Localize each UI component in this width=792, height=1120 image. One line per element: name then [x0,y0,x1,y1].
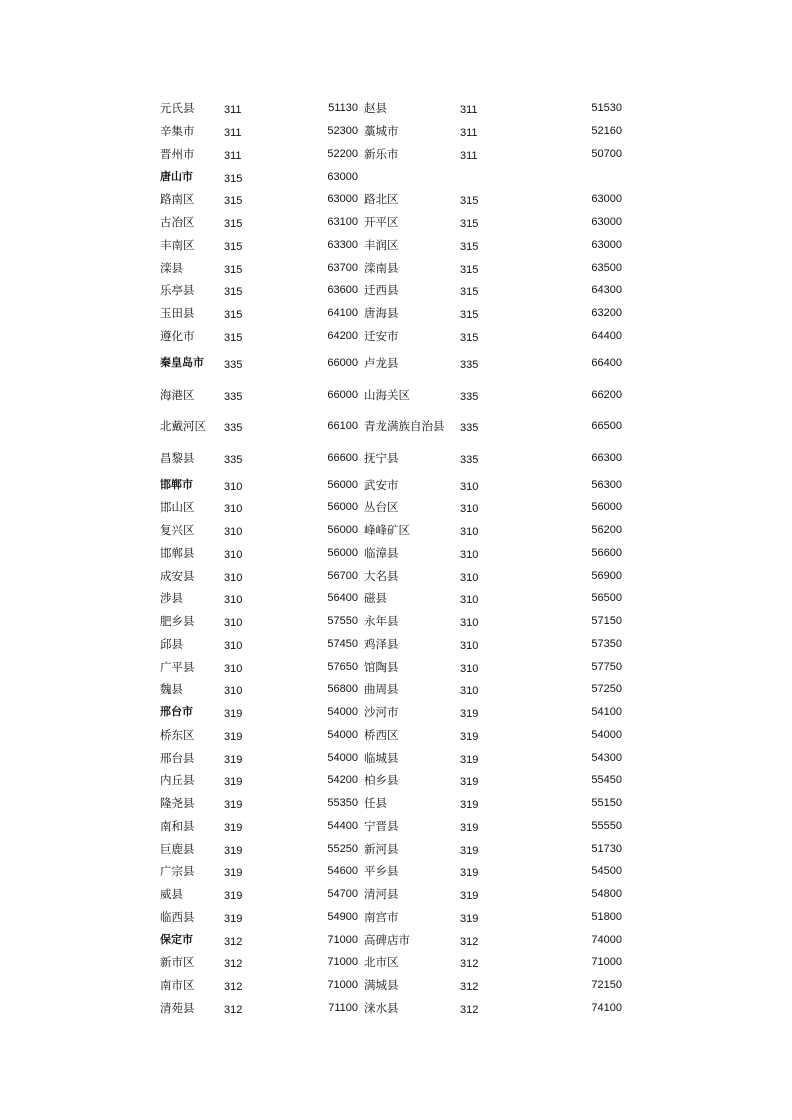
area-code-left: 315 [224,218,243,231]
table-row [158,564,628,587]
postal-code-right: 64300 [591,284,622,297]
district-name-left: 复兴区 [160,523,195,538]
district-name-left: 邯郸市 [160,477,193,491]
district-name-left: 临西县 [160,909,195,924]
postal-code-left: 66000 [327,357,358,369]
district-name-right: 抚宁县 [364,450,399,465]
area-code-left: 319 [224,753,243,766]
postal-code-left: 55250 [327,842,358,855]
district-name-right: 赵县 [364,101,387,116]
postal-code-left: 54700 [327,888,358,901]
district-name-left: 古冶区 [160,215,195,230]
postal-code-left: 71000 [327,956,358,969]
district-name-right: 平乡县 [364,864,399,879]
area-code-left: 310 [224,480,243,493]
area-code-left: 315 [224,263,243,276]
postal-code-right: 50700 [591,147,622,160]
table-row [158,120,628,143]
area-code-left: 311 [224,127,242,140]
area-code-right: 319 [460,844,479,857]
postal-code-left: 52200 [327,147,358,160]
area-code-left: 311 [224,149,242,162]
district-name-right: 卢龙县 [364,356,399,370]
district-name-left: 乐亭县 [160,283,195,298]
postal-code-right: 51730 [591,842,622,855]
district-name-left: 玉田县 [160,306,195,321]
district-name-left: 肥乡县 [160,614,195,629]
district-name-left: 清苑县 [160,1000,195,1015]
district-name-left: 广宗县 [160,864,195,879]
postal-code-right: 57750 [591,660,622,673]
district-name-right: 丛台区 [364,500,399,515]
district-name-left: 内丘县 [160,773,195,788]
postal-code-right: 57350 [591,637,622,650]
district-name-left: 威县 [160,887,183,902]
district-name-right: 清河县 [364,887,399,902]
postal-code-left: 52300 [327,125,358,138]
table-row [158,279,628,302]
district-name-left: 丰南区 [160,237,195,252]
table-row [158,379,628,411]
area-code-left: 319 [224,867,243,880]
area-code-right: 319 [460,912,479,925]
area-code-left: 335 [224,453,243,466]
district-name-right: 临漳县 [364,545,399,560]
district-name-left: 邱县 [160,636,183,651]
postal-code-right: 72150 [591,979,622,992]
district-name-right: 永年县 [364,614,399,629]
postal-code-right: 56500 [591,592,622,605]
postal-code-right: 63500 [591,261,622,274]
district-name-left: 桥东区 [160,727,195,742]
district-name-left: 邢台县 [160,750,195,765]
area-code-right: 312 [460,981,479,994]
district-name-right: 峰峰矿区 [364,523,410,538]
city-header-row [158,165,628,188]
postal-code-left: 56000 [327,501,358,514]
table-row [158,496,628,519]
table-row [158,792,628,815]
area-code-left: 315 [224,309,243,322]
table-row [158,951,628,974]
table-row [158,143,628,166]
area-code-left: 319 [224,730,243,743]
district-name-left: 辛集市 [160,124,195,139]
table-row [158,655,628,678]
area-code-right: 319 [460,753,479,766]
table-row [158,724,628,747]
district-name-left: 昌黎县 [160,450,195,465]
district-name-right: 迁西县 [364,283,399,298]
postal-code-right: 54300 [591,751,622,764]
table-row [158,302,628,325]
district-name-right: 磁县 [364,591,387,606]
postal-code-right: 74000 [591,933,622,946]
area-code-left: 319 [224,799,243,812]
area-code-right: 310 [460,594,479,607]
postal-code-right: 66300 [591,451,622,464]
postal-code-left: 56800 [327,683,358,696]
area-code-right: 335 [460,453,479,466]
district-name-right: 路北区 [364,192,399,207]
district-name-right: 南宫市 [364,909,399,924]
area-code-right: 319 [460,799,479,812]
area-code-left: 311 [224,104,242,117]
district-name-left: 南市区 [160,978,195,993]
postal-code-right: 63000 [591,193,622,206]
area-code-left: 319 [224,890,243,903]
postal-code-right: 63000 [591,238,622,251]
postal-code-left: 51130 [328,102,358,115]
area-code-left: 310 [224,594,243,607]
postal-code-right: 66500 [591,420,622,432]
postal-code-right: 66200 [591,388,622,401]
postal-code-left: 54600 [327,865,358,878]
table-row [158,860,628,883]
district-name-right: 桥西区 [364,727,399,742]
district-name-right: 北市区 [364,955,399,970]
area-code-right: 311 [460,104,478,117]
postal-code-right: 56600 [591,546,622,559]
postal-code-right: 54100 [591,706,622,719]
table-row [158,410,628,442]
district-name-left: 隆尧县 [160,796,195,811]
district-name-right: 丰润区 [364,237,399,252]
area-code-right: 319 [460,890,479,903]
postal-code-right: 55150 [591,797,622,810]
area-code-right: 335 [460,359,479,371]
area-code-left: 315 [224,286,243,299]
area-code-left: 315 [224,331,243,344]
district-name-right: 新乐市 [364,146,399,161]
area-code-right: 310 [460,503,479,516]
area-code-right: 310 [460,617,479,630]
area-code-right: 319 [460,821,479,834]
postal-code-left: 63700 [327,261,358,274]
area-code-left: 310 [224,548,243,561]
postal-code-left: 71100 [328,1001,358,1014]
district-name-left: 北戴河区 [160,419,206,433]
area-code-left: 319 [224,776,243,789]
area-code-right: 335 [460,422,479,434]
district-name-left: 晋州市 [160,146,195,161]
district-name-right: 柏乡县 [364,773,399,788]
area-code-left: 315 [224,195,243,208]
district-name-left: 成安县 [160,568,195,583]
area-code-right: 315 [460,218,479,231]
district-name-left: 保定市 [160,932,193,946]
postal-code-right: 55550 [591,819,622,832]
city-header-row [158,928,628,951]
area-code-right: 315 [460,309,479,322]
postal-code-right: 66400 [591,357,622,369]
table-row [158,97,628,120]
table-row [158,442,628,474]
area-code-left: 312 [224,935,243,948]
postal-code-right: 57150 [591,615,622,628]
area-code-right: 311 [460,149,478,162]
postal-code-right: 56200 [591,524,622,537]
postal-code-left: 63000 [327,170,358,183]
district-name-left: 海港区 [160,387,195,402]
district-name-left: 邢台市 [160,705,193,719]
district-name-right: 武安市 [364,477,399,492]
table-row [158,746,628,769]
postal-code-right: 56900 [591,569,622,582]
district-name-right: 鸡泽县 [364,636,399,651]
area-code-right: 315 [460,331,479,344]
postal-code-left: 63100 [327,216,358,229]
district-name-right: 藁城市 [364,124,399,139]
postal-code-left: 54000 [327,751,358,764]
postal-code-left: 66600 [327,451,358,464]
postal-code-left: 54200 [327,774,358,787]
table-row [158,256,628,279]
postal-code-left: 71000 [327,979,358,992]
table-row [158,815,628,838]
area-code-left: 315 [224,172,243,185]
district-name-right: 临城县 [364,750,399,765]
district-name-left: 新市区 [160,955,195,970]
postal-code-left: 66100 [327,420,358,432]
district-name-left: 巨鹿县 [160,841,195,856]
table-row [158,542,628,565]
area-code-right: 319 [460,708,479,721]
postal-code-left: 56000 [327,478,358,491]
postal-code-left: 54000 [327,728,358,741]
area-code-left: 335 [224,359,243,371]
district-name-right: 涞水县 [364,1000,399,1015]
city-header-row [158,473,628,496]
district-name-right: 开平区 [364,215,399,230]
district-name-left: 魏县 [160,682,183,697]
district-name-right: 高碑店市 [364,932,410,947]
district-name-left: 秦皇岛市 [160,356,204,369]
city-header-row [158,347,628,379]
area-code-left: 315 [224,240,243,253]
postal-code-left: 56000 [327,524,358,537]
district-name-right: 迁安市 [364,328,399,343]
postal-code-left: 63600 [327,284,358,297]
area-code-right: 312 [460,958,479,971]
area-code-right: 315 [460,263,479,276]
district-name-left: 邯山区 [160,500,195,515]
postal-code-right: 54500 [591,865,622,878]
area-code-right: 312 [460,1003,479,1016]
area-code-left: 335 [224,422,243,434]
table-row [158,587,628,610]
postal-code-left: 66000 [327,388,358,401]
district-name-left: 遵化市 [160,328,195,343]
area-code-right: 315 [460,286,479,299]
postal-code-left: 57650 [327,660,358,673]
area-code-left: 312 [224,981,243,994]
area-code-right: 312 [460,935,479,948]
table-row [158,997,628,1020]
area-code-left: 310 [224,662,243,675]
postal-code-left: 63000 [327,193,358,206]
postal-code-left: 57450 [327,637,358,650]
postal-code-left: 56000 [327,546,358,559]
area-code-right: 310 [460,480,479,493]
postal-code-left: 64100 [327,307,358,320]
district-name-right: 唐海县 [364,306,399,321]
table-row [158,769,628,792]
district-name-right: 大名县 [364,568,399,583]
table-row [158,211,628,234]
table-row [158,610,628,633]
postal-code-right: 56300 [591,478,622,491]
postal-code-right: 54800 [591,888,622,901]
district-name-left: 广平县 [160,659,195,674]
area-code-right: 335 [460,390,479,403]
area-code-left: 310 [224,617,243,630]
area-code-right: 310 [460,526,479,539]
area-code-right: 310 [460,571,479,584]
area-code-right: 315 [460,195,479,208]
district-name-left: 唐山市 [160,169,193,183]
district-name-right: 任县 [364,796,387,811]
postal-code-left: 57550 [327,615,358,628]
postal-code-right: 51800 [591,910,622,923]
table-row [158,325,628,348]
district-name-right: 滦南县 [364,260,399,275]
area-code-left: 335 [224,390,243,403]
district-name-right: 沙河市 [364,705,399,720]
postal-code-right: 52160 [591,125,622,138]
district-name-right: 青龙满族自治县 [364,419,445,433]
area-code-left: 312 [224,958,243,971]
area-code-left: 310 [224,571,243,584]
table-row [158,906,628,929]
area-code-right: 310 [460,639,479,652]
area-code-left: 319 [224,708,243,721]
city-header-row [158,701,628,724]
area-code-postal-table [158,97,628,1019]
table-row [158,883,628,906]
postal-code-left: 54000 [327,706,358,719]
district-name-left: 滦县 [160,260,183,275]
area-code-right: 315 [460,240,479,253]
area-code-left: 319 [224,844,243,857]
postal-code-right: 55450 [591,774,622,787]
table-row [158,234,628,257]
district-name-left: 路南区 [160,192,195,207]
district-name-right: 满城县 [364,978,399,993]
table-row [158,519,628,542]
area-code-left: 310 [224,503,243,516]
postal-code-right: 57250 [591,683,622,696]
area-code-left: 319 [224,912,243,925]
postal-code-left: 71000 [327,933,358,946]
postal-code-right: 71000 [591,956,622,969]
postal-code-left: 54900 [327,910,358,923]
postal-code-right: 63200 [591,307,622,320]
district-name-right: 山海关区 [364,387,410,402]
postal-code-left: 64200 [327,329,358,342]
table-row [158,974,628,997]
area-code-right: 319 [460,730,479,743]
table-row [158,837,628,860]
postal-code-right: 63000 [591,216,622,229]
area-code-left: 310 [224,526,243,539]
postal-code-right: 74100 [591,1001,622,1014]
area-code-right: 319 [460,867,479,880]
area-code-left: 310 [224,685,243,698]
postal-code-right: 54000 [591,728,622,741]
district-name-left: 元氏县 [160,101,195,116]
district-name-right: 宁晋县 [364,818,399,833]
district-name-right: 新河县 [364,841,399,856]
district-name-right: 曲周县 [364,682,399,697]
district-name-left: 涉县 [160,591,183,606]
table-row [158,678,628,701]
area-code-right: 310 [460,662,479,675]
district-name-right: 馆陶县 [364,659,399,674]
postal-code-right: 64400 [591,329,622,342]
area-code-left: 312 [224,1003,243,1016]
postal-code-right: 51530 [591,102,622,115]
postal-code-left: 54400 [327,819,358,832]
area-code-right: 311 [460,127,478,140]
table-row [158,633,628,656]
area-code-left: 310 [224,639,243,652]
district-name-left: 南和县 [160,818,195,833]
postal-code-left: 55350 [327,797,358,810]
postal-code-left: 56700 [327,569,358,582]
area-code-right: 319 [460,776,479,789]
district-name-left: 邯郸县 [160,545,195,560]
postal-code-left: 56400 [327,592,358,605]
postal-code-left: 63300 [327,238,358,251]
area-code-right: 310 [460,685,479,698]
area-code-left: 319 [224,821,243,834]
area-code-right: 310 [460,548,479,561]
table-row [158,188,628,211]
postal-code-right: 56000 [591,501,622,514]
